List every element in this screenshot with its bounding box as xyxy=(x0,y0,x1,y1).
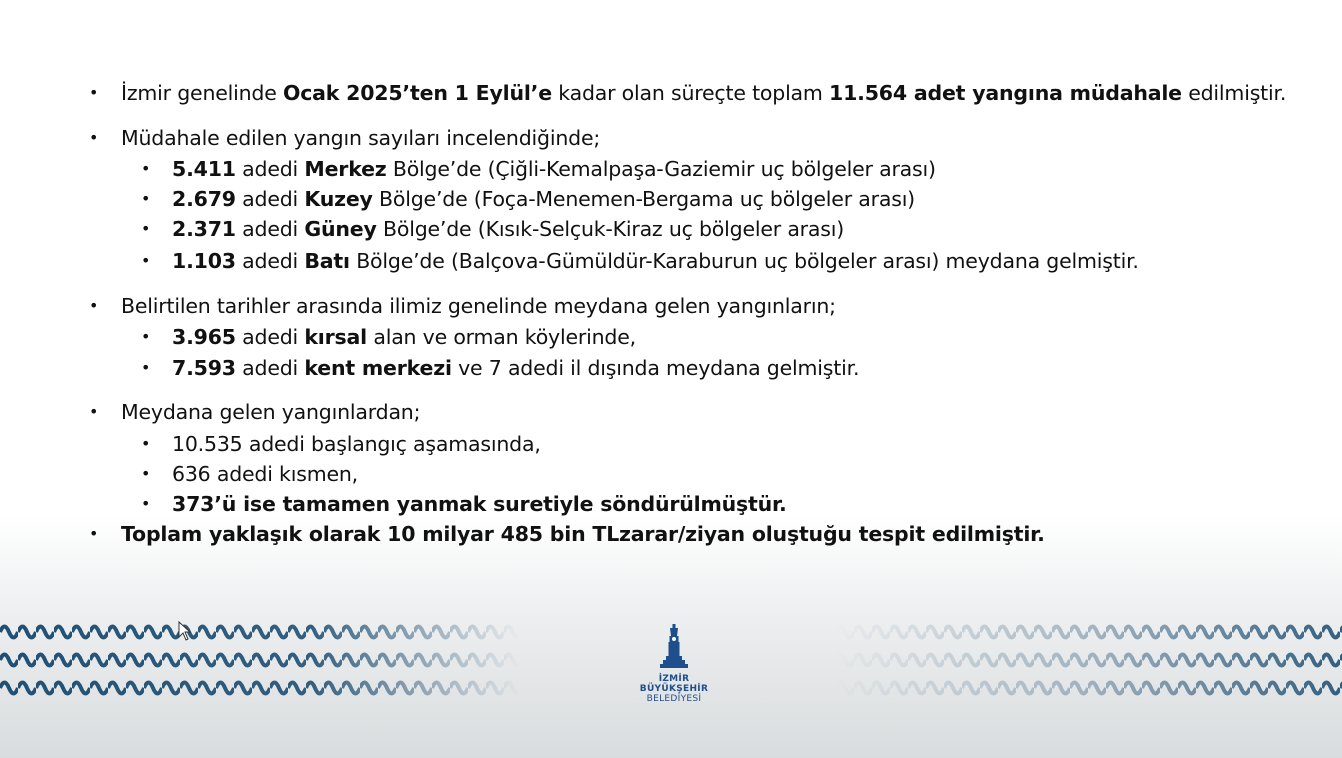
bullet-total-fires: • İzmir genelinde Ocak 2025’ten 1 Eylül’e kadar olan süreçte toplam 11.564 adet yangına müdahale edilmiştir. xyxy=(89,81,1287,105)
bullet-marker: • xyxy=(89,524,99,543)
wave-pattern-right xyxy=(836,618,1342,704)
outcome-item-initial: • 10.535 adedi başlangıç aşamasında, xyxy=(141,432,541,456)
clock-tower-icon xyxy=(660,624,688,670)
region-item-bati: • 1.103 adedi Batı Bölge’de (Balçova-Gümüldür-Karaburun uç bölgeler arası) meydana gelmiştir. xyxy=(141,249,1139,273)
region-item-kuzey: • 2.679 adedi Kuzey Bölge’de (Foça-Menemen-Bergama uç bölgeler arası) xyxy=(141,187,915,211)
bullet-marker: • xyxy=(89,83,99,102)
bullet-marker: • xyxy=(141,464,151,483)
logo-line-1: İZMİR xyxy=(658,674,690,684)
bullet-marker: • xyxy=(89,296,99,315)
wave-pattern-left xyxy=(0,618,520,704)
bullet-marker: • xyxy=(141,251,151,270)
bullet-marker: • xyxy=(141,358,151,377)
bullet-marker: • xyxy=(141,219,151,238)
bullet-marker: • xyxy=(141,189,151,208)
bullet-marker: • xyxy=(141,494,151,513)
bullet-marker: • xyxy=(89,128,99,147)
bullet-marker: • xyxy=(141,434,151,453)
region-item-merkez: • 5.411 adedi Merkez Bölge’de (Çiğli-Kemalpaşa-Gaziemir uç bölgeler arası) xyxy=(141,157,936,181)
bullet-total-loss: • Toplam yaklaşık olarak 10 milyar 485 bin TLzarar/ziyan oluştuğu tespit edilmiştir. xyxy=(89,522,1045,546)
outcome-item-complete: • 373’ü ise tamamen yanmak suretiyle söndürülmüştür. xyxy=(141,492,787,516)
bullet-location-intro: • Belirtilen tarihler arasında ilimiz genelinde meydana gelen yangınların; xyxy=(89,294,836,318)
logo-line-2: BÜYÜKŞEHİR xyxy=(639,684,709,694)
izmir-municipality-logo xyxy=(630,624,718,708)
bullet-outcome-intro: • Meydana gelen yangınlardan; xyxy=(89,400,421,424)
bullet-marker: • xyxy=(141,327,151,346)
location-item-rural: • 3.965 adedi kırsal alan ve orman köylerinde, xyxy=(141,325,636,349)
bullet-regions-intro: • Müdahale edilen yangın sayıları incelendiğinde; xyxy=(89,126,601,150)
mouse-cursor-icon xyxy=(178,621,192,641)
outcome-item-partial: • 636 adedi kısmen, xyxy=(141,462,358,486)
bullet-marker: • xyxy=(141,159,151,178)
region-item-guney: • 2.371 adedi Güney Bölge’de (Kısık-Selçuk-Kiraz uç bölgeler arası) xyxy=(141,217,845,241)
logo-line-3: BELEDİYESİ xyxy=(646,694,702,704)
location-item-urban: • 7.593 adedi kent merkezi ve 7 adedi il dışında meydana gelmiştir. xyxy=(141,356,860,380)
bullet-marker: • xyxy=(89,402,99,421)
